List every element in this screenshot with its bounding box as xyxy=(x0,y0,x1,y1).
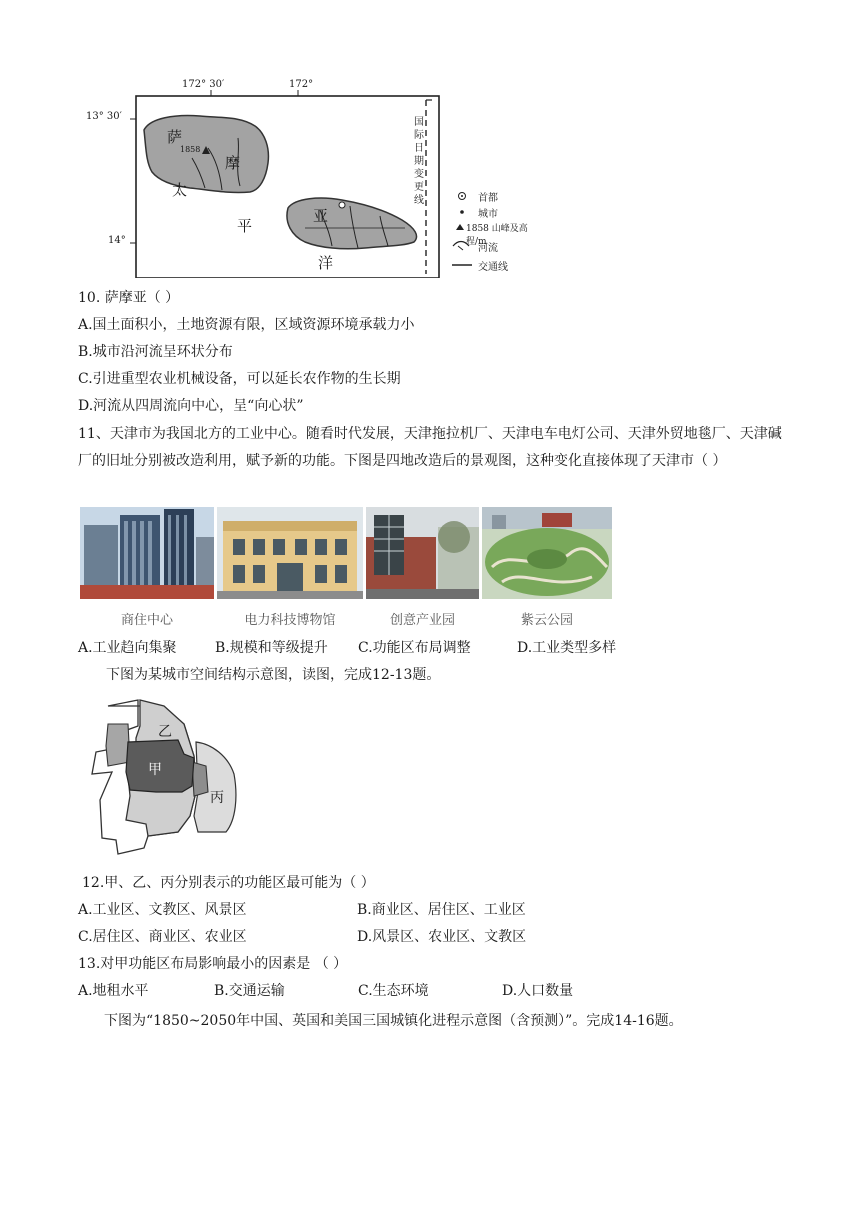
q12-stem: 12.甲、乙、丙分别表示的功能区最可能为（ ） xyxy=(82,875,375,891)
lon-label-right: 172° xyxy=(289,79,314,90)
q11-stem: 11、天津市为我国北方的工业中心。随看时代发展，天津拖拉机厂、天津电车电灯公司、天津外贸地毯厂、天津碱厂的旧址分别被改造利用，赋予新的功能。下图是四地改造后的景观图，这种变化直接体现了天津市（ ） xyxy=(78,426,782,469)
photo-creative-industry-park xyxy=(366,507,479,599)
q13-option-a: A.地租水平 xyxy=(78,983,149,999)
q11-option-d: D.工业类型多样 xyxy=(517,640,617,656)
q13-option-d: D.人口数量 xyxy=(502,983,574,999)
q11-option-a: A.工业趋向集聚 xyxy=(78,640,177,656)
samoa-map-figure xyxy=(80,78,540,278)
zone-label-bing: 丙 xyxy=(210,790,224,806)
ocean-label-tai: 太 xyxy=(172,181,188,199)
q10-option-d: D.河流从四周流向中心，呈“向心状” xyxy=(78,398,304,414)
island-label-sa: 萨 xyxy=(167,128,183,146)
q10-option-b: B.城市沿河流呈环状分布 xyxy=(78,344,233,360)
legend-traffic: 交通线 xyxy=(478,262,508,273)
q12-option-b: B.商业区、居住区、工业区 xyxy=(357,902,526,918)
q12-option-a: A.工业区、文教区、风景区 xyxy=(78,902,247,918)
photo-caption-1: 商住中心 xyxy=(120,613,173,628)
q13-stem: 13.对甲功能区布局影响最小的因素是 （ ） xyxy=(78,956,348,972)
photo-power-tech-museum xyxy=(217,507,363,599)
photo-commercial-residential-center xyxy=(80,507,214,599)
photo-caption-2: 电力科技博物馆 xyxy=(244,613,336,628)
q12-option-c: C.居住区、商业区、农业区 xyxy=(78,929,247,945)
q10-option-c: C.引进重型农业机械设备，可以延长农作物的生长期 xyxy=(78,371,401,387)
lon-label-left: 172° 30′ xyxy=(182,79,225,90)
legend-city: 城市 xyxy=(478,209,498,220)
q13-option-b: B.交通运输 xyxy=(214,983,285,999)
peak-elevation-label: 1858 xyxy=(180,145,201,154)
island-label-mo: 摩 xyxy=(225,154,241,172)
dateline-label: 国 际 日 期 变 更 线 xyxy=(414,117,424,206)
photo-caption-3: 创意产业园 xyxy=(389,613,455,628)
q11-option-c: C.功能区布局调整 xyxy=(358,640,471,656)
city-structure-map xyxy=(86,696,238,856)
ocean-label-ping: 平 xyxy=(237,217,253,235)
legend-river: 河流 xyxy=(478,243,498,254)
intro-12-13: 下图为某城市空间结构示意图，读图，完成12-13题。 xyxy=(106,667,441,683)
q13-option-c: C.生态环境 xyxy=(358,983,429,999)
legend-peak: 1858 山峰及高程/m xyxy=(466,224,528,247)
photo-caption-4: 紫云公园 xyxy=(520,613,573,628)
q12-option-d: D.风景区、农业区、文教区 xyxy=(357,929,527,945)
zone-label-yi: 乙 xyxy=(158,724,172,740)
intro-14-16: 下图为“1850~2050年中国、英国和美国三国城镇化进程示意图（含预测）”。完成14-16题。 xyxy=(104,1013,683,1029)
ocean-label-yang: 洋 xyxy=(318,254,334,272)
q10-option-a: A.国土面积小，土地资源有限，区域资源环境承载力小 xyxy=(78,317,415,333)
q10-stem: 10. 萨摩亚（ ） xyxy=(78,290,180,306)
photo-ziyun-park xyxy=(482,507,612,599)
lat-label-top: 13° 30′ xyxy=(86,111,122,122)
zone-label-jia: 甲 xyxy=(148,762,162,778)
island-label-ya: 亚 xyxy=(313,207,329,225)
legend-capital: 首都 xyxy=(478,193,498,204)
lat-label-bottom: 14° xyxy=(108,235,126,246)
q11-option-b: B.规模和等级提升 xyxy=(215,640,328,656)
